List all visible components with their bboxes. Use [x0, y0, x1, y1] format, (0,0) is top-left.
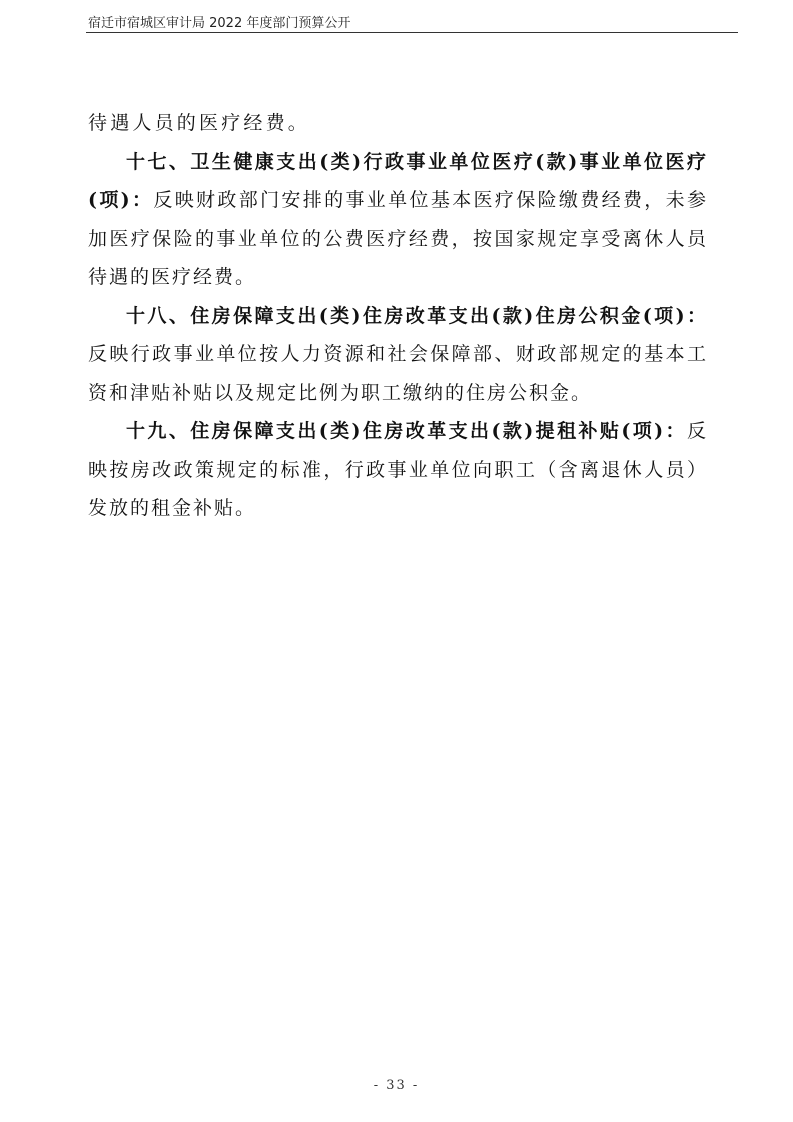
item-text-19: 反映按房改政策规定的标准，行政事业单位向职工（含离退休人员）发放的租金补贴。	[88, 420, 708, 519]
item-heading-18: 十八、住房保障支出(类)住房改革支出(款)住房公积金(项)：	[126, 304, 708, 327]
header-divider	[86, 32, 738, 33]
document-header: 宿迁市宿城区审计局 2022 年度部门预算公开	[88, 16, 351, 31]
paragraph-item-19	[88, 412, 708, 528]
item-heading-19: 十九、住房保障支出(类)住房改革支出(款)提租补贴(项)：	[126, 420, 687, 442]
page-number: - 33 -	[373, 1078, 420, 1093]
paragraph-continuation	[88, 104, 708, 143]
item-text-17: 反映财政部门安排的事业单位基本医疗保险缴费经费，未参加医疗保险的事业单位的公费医疗经费，按国家规定享受离休人员待遇的医疗经费。	[88, 189, 708, 288]
item-heading-17: 十七、卫生健康支出(类)行政事业单位医疗(款)事业单位医疗(项)：	[88, 150, 708, 211]
paragraph-item-18	[88, 297, 708, 413]
document-body	[88, 104, 708, 528]
item-text-18: 反映行政事业单位按人力资源和社会保障部、财政部规定的基本工资和津贴补贴以及规定比例为职工缴纳的住房公积金。	[88, 343, 708, 404]
paragraph-item-17	[88, 143, 708, 297]
paragraph-text: 待遇人员的医疗经费。	[88, 112, 311, 134]
